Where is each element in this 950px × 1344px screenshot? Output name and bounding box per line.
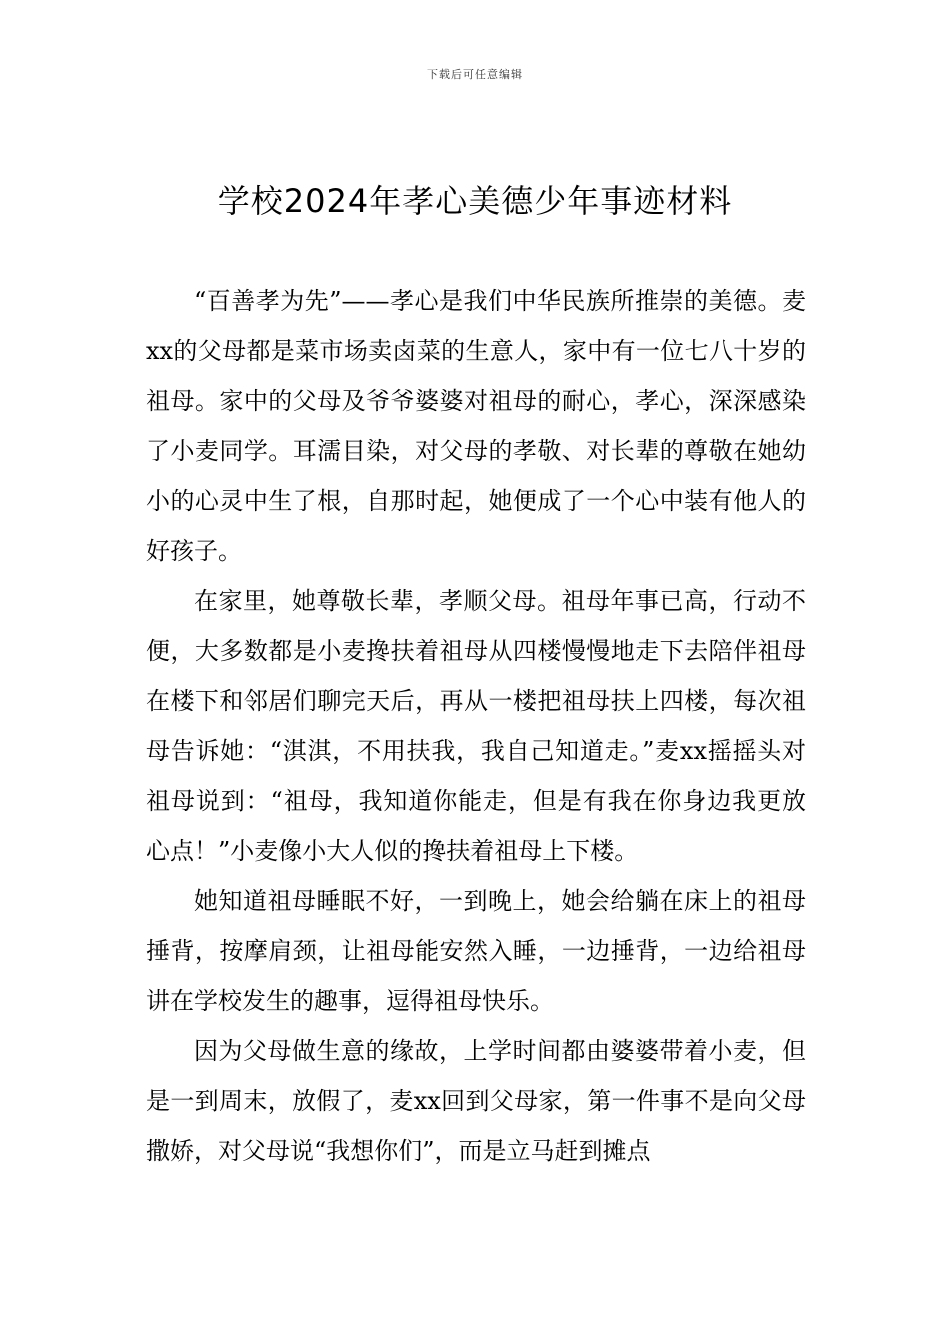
paragraph-3: 她知道祖母睡眠不好，一到晚上，她会给躺在床上的祖母捶背，按摩肩颈，让祖母能安然入睡，一边捶背，一边给祖母讲在学校发生的趣事，逗得祖母快乐。 [146, 887, 806, 1015]
paragraph-1: “百善孝为先”——孝心是我们中华民族所推崇的美德。麦xx的父母都是菜市场卖卤菜的生意人，家中有一位七八十岁的祖母。家中的父母及爷爷婆婆对祖母的耐心，孝心，深深感染了小麦同学。耳濡目染，对父母的孝敬、对长辈的尊敬在她幼小的心灵中生了根，自那时起，她便成了一个心中装有他人的好孩子。 [146, 287, 806, 565]
document-body [146, 276, 806, 1176]
header-note: 下载后可任意编辑 [427, 68, 523, 81]
paragraph-2: 在家里，她尊敬长辈，孝顺父母。祖母年事已高，行动不便，大多数都是小麦搀扶着祖母从四楼慢慢地走下去陪伴祖母在楼下和邻居们聊完天后，再从一楼把祖母扶上四楼，每次祖母告诉她：“淇淇，不用扶我，我自己知道走。”麦xx摇摇头对祖母说到：“祖母，我知道你能走，但是有我在你身边我更放心点！”小麦像小大人似的搀扶着祖母上下楼。 [146, 587, 806, 865]
paragraph-4: 因为父母做生意的缘故，上学时间都由婆婆带着小麦，但是一到周末，放假了，麦xx回到父母家，第一件事不是向父母撒娇，对父母说“我想你们”，而是立马赶到摊点 [146, 1037, 806, 1165]
document-title: 学校2024年孝心美德少年事迹材料 [217, 182, 733, 220]
